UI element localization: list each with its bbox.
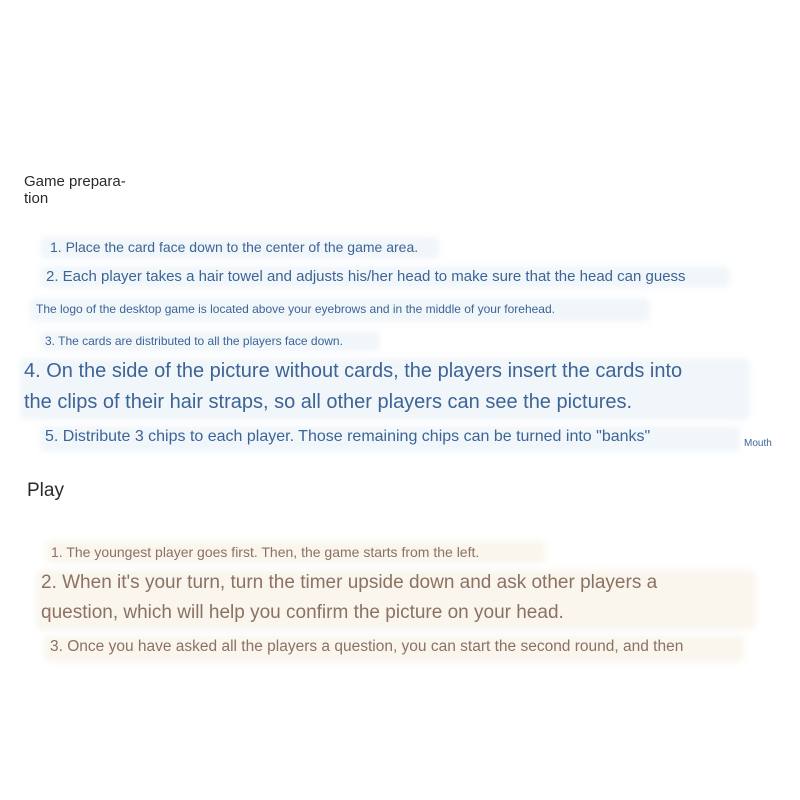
preparation-step: 4. On the side of the picture without cards, the players insert the cards into bbox=[24, 360, 683, 382]
preparation-step: 5. Distribute 3 chips to each player. Those remaining chips can be turned into "banks" bbox=[45, 428, 651, 445]
preparation-step-continued: the clips of their hair straps, so all other players can see the pictures. bbox=[24, 391, 633, 413]
side-note: Mouth bbox=[744, 438, 772, 449]
preparation-heading-line: Game prepara- bbox=[24, 173, 126, 190]
play-step: 3. Once you have asked all the players a question, you can start the second round, and then bbox=[50, 638, 684, 655]
play-step: 1. The youngest player goes first. Then, the game starts from the left. bbox=[51, 544, 480, 560]
preparation-step: The logo of the desktop game is located above your eyebrows and in the middle of your forehead. bbox=[36, 302, 555, 316]
preparation-heading bbox=[24, 173, 126, 207]
play-step: 2. When it's your turn, turn the timer upside down and ask other players a bbox=[41, 572, 658, 593]
preparation-step: 3. The cards are distributed to all the players face down. bbox=[45, 334, 343, 348]
play-heading: Play bbox=[27, 480, 64, 501]
preparation-heading-line: tion bbox=[24, 190, 49, 207]
play-step-continued: question, which will help you confirm the picture on your head. bbox=[41, 602, 564, 623]
preparation-step: 1. Place the card face down to the center of the game area. bbox=[50, 239, 419, 255]
preparation-step: 2. Each player takes a hair towel and adjusts his/her head to make sure that the head can guess bbox=[46, 268, 686, 285]
